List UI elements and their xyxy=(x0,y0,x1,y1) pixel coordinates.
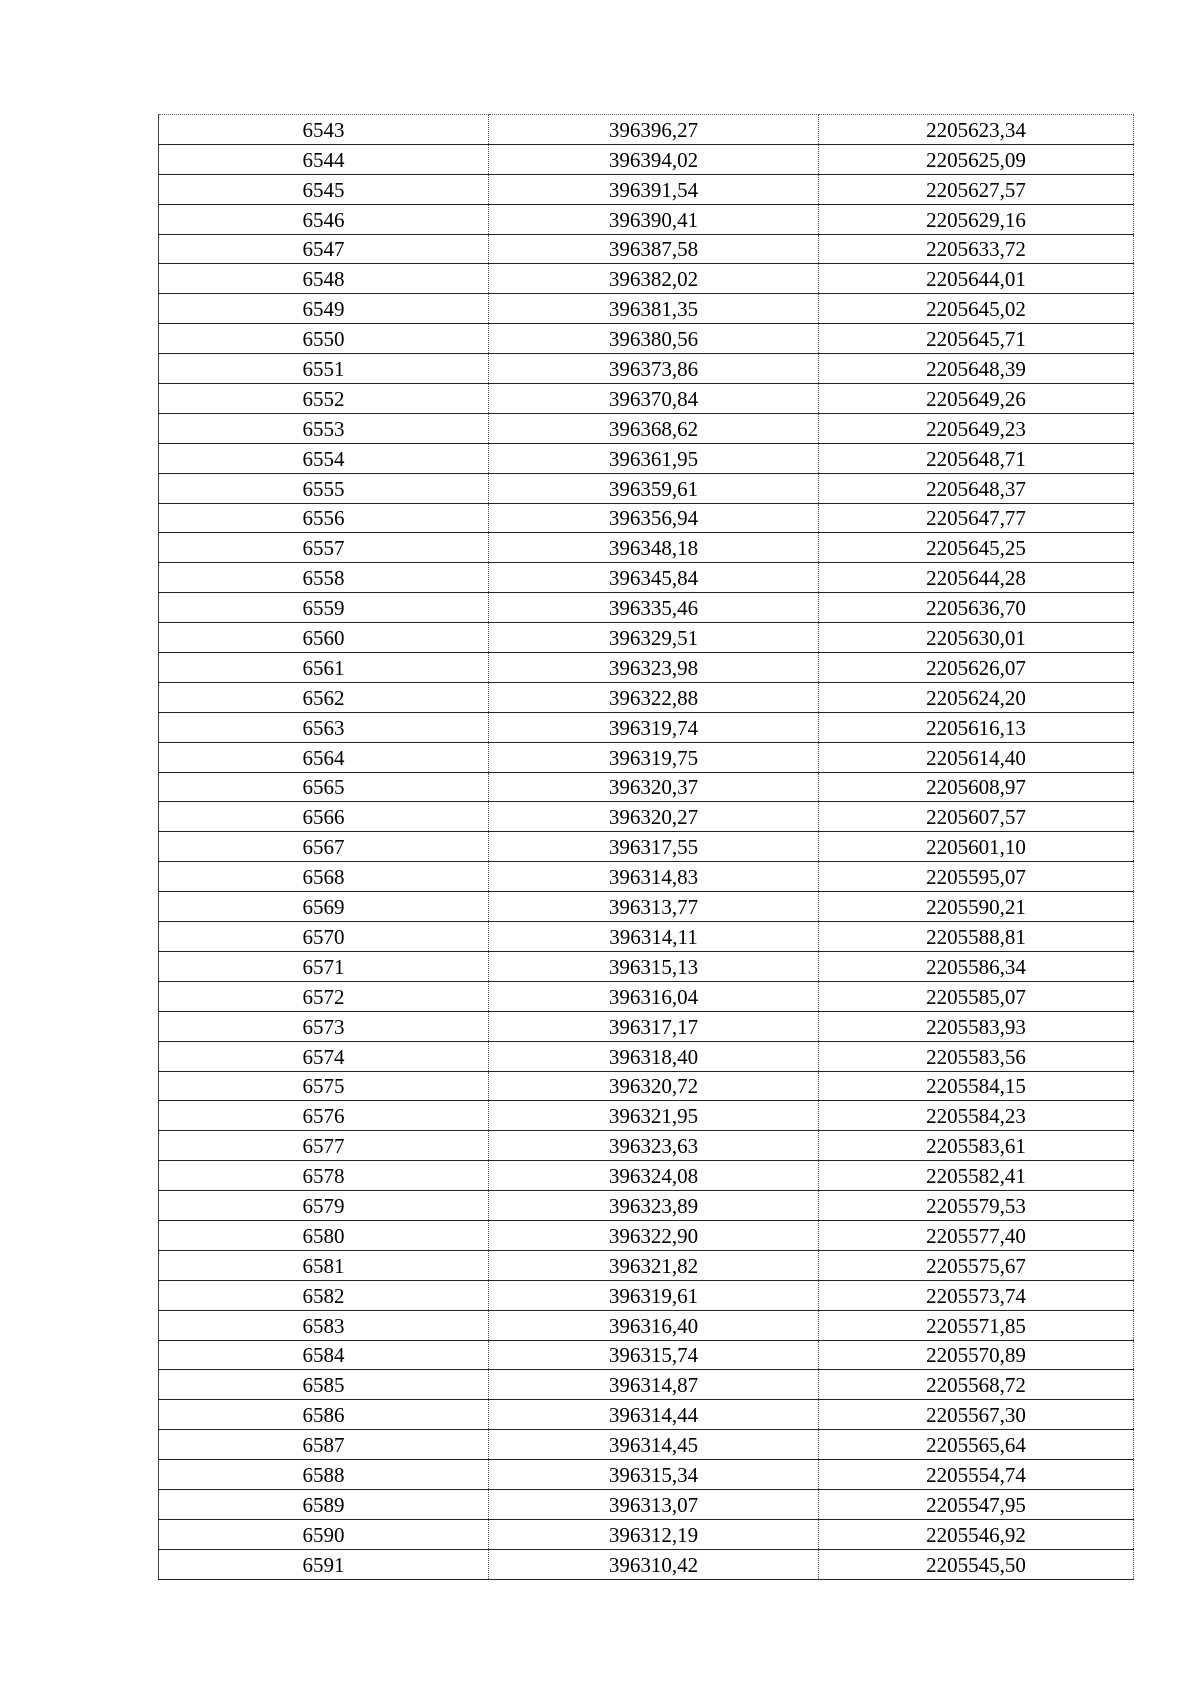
point-number-cell: 6587 xyxy=(159,1430,489,1460)
table-row xyxy=(159,174,1134,204)
x-coordinate-cell: 396312,19 xyxy=(489,1519,819,1549)
point-number-cell: 6544 xyxy=(159,144,489,174)
point-number-cell: 6588 xyxy=(159,1460,489,1490)
table-row xyxy=(159,234,1134,264)
x-coordinate-cell: 396391,54 xyxy=(489,174,819,204)
x-coordinate-cell: 396335,46 xyxy=(489,593,819,623)
table-row xyxy=(159,832,1134,862)
y-coordinate-cell: 2205645,02 xyxy=(819,294,1134,324)
table-row xyxy=(159,862,1134,892)
point-number-cell: 6559 xyxy=(159,593,489,623)
point-number-cell: 6569 xyxy=(159,892,489,922)
point-number-cell: 6591 xyxy=(159,1549,489,1579)
table-row xyxy=(159,1071,1134,1101)
table-row xyxy=(159,115,1134,145)
x-coordinate-cell: 396324,08 xyxy=(489,1161,819,1191)
x-coordinate-cell: 396318,40 xyxy=(489,1041,819,1071)
y-coordinate-cell: 2205568,72 xyxy=(819,1370,1134,1400)
table-row xyxy=(159,1041,1134,1071)
table-row xyxy=(159,413,1134,443)
point-number-cell: 6580 xyxy=(159,1220,489,1250)
y-coordinate-cell: 2205577,40 xyxy=(819,1220,1134,1250)
y-coordinate-cell: 2205607,57 xyxy=(819,802,1134,832)
y-coordinate-cell: 2205645,71 xyxy=(819,324,1134,354)
x-coordinate-cell: 396320,72 xyxy=(489,1071,819,1101)
x-coordinate-cell: 396314,44 xyxy=(489,1400,819,1430)
y-coordinate-cell: 2205545,50 xyxy=(819,1549,1134,1579)
point-number-cell: 6555 xyxy=(159,473,489,503)
point-number-cell: 6573 xyxy=(159,1011,489,1041)
x-coordinate-cell: 396316,40 xyxy=(489,1310,819,1340)
y-coordinate-cell: 2205554,74 xyxy=(819,1460,1134,1490)
x-coordinate-cell: 396323,98 xyxy=(489,653,819,683)
x-coordinate-cell: 396314,87 xyxy=(489,1370,819,1400)
table-row xyxy=(159,473,1134,503)
table-row xyxy=(159,951,1134,981)
x-coordinate-cell: 396310,42 xyxy=(489,1549,819,1579)
x-coordinate-cell: 396320,27 xyxy=(489,802,819,832)
point-number-cell: 6586 xyxy=(159,1400,489,1430)
x-coordinate-cell: 396394,02 xyxy=(489,144,819,174)
y-coordinate-cell: 2205648,71 xyxy=(819,443,1134,473)
point-number-cell: 6590 xyxy=(159,1519,489,1549)
table-row xyxy=(159,772,1134,802)
x-coordinate-cell: 396390,41 xyxy=(489,204,819,234)
x-coordinate-cell: 396319,75 xyxy=(489,742,819,772)
point-number-cell: 6554 xyxy=(159,443,489,473)
point-number-cell: 6560 xyxy=(159,623,489,653)
y-coordinate-cell: 2205625,09 xyxy=(819,144,1134,174)
x-coordinate-cell: 396380,56 xyxy=(489,324,819,354)
x-coordinate-cell: 396314,45 xyxy=(489,1430,819,1460)
x-coordinate-cell: 396317,55 xyxy=(489,832,819,862)
table-row xyxy=(159,144,1134,174)
y-coordinate-cell: 2205583,93 xyxy=(819,1011,1134,1041)
point-number-cell: 6582 xyxy=(159,1280,489,1310)
table-row xyxy=(159,892,1134,922)
point-number-cell: 6546 xyxy=(159,204,489,234)
y-coordinate-cell: 2205573,74 xyxy=(819,1280,1134,1310)
point-number-cell: 6575 xyxy=(159,1071,489,1101)
table-row xyxy=(159,1519,1134,1549)
point-number-cell: 6585 xyxy=(159,1370,489,1400)
x-coordinate-cell: 396314,83 xyxy=(489,862,819,892)
x-coordinate-cell: 396382,02 xyxy=(489,264,819,294)
y-coordinate-cell: 2205584,15 xyxy=(819,1071,1134,1101)
table-row xyxy=(159,623,1134,653)
y-coordinate-cell: 2205629,16 xyxy=(819,204,1134,234)
x-coordinate-cell: 396361,95 xyxy=(489,443,819,473)
point-number-cell: 6584 xyxy=(159,1340,489,1370)
point-number-cell: 6570 xyxy=(159,922,489,952)
point-number-cell: 6547 xyxy=(159,234,489,264)
point-number-cell: 6563 xyxy=(159,712,489,742)
y-coordinate-cell: 2205623,34 xyxy=(819,115,1134,145)
point-number-cell: 6549 xyxy=(159,294,489,324)
x-coordinate-cell: 396316,04 xyxy=(489,981,819,1011)
y-coordinate-cell: 2205571,85 xyxy=(819,1310,1134,1340)
y-coordinate-cell: 2205582,41 xyxy=(819,1161,1134,1191)
point-number-cell: 6545 xyxy=(159,174,489,204)
x-coordinate-cell: 396315,13 xyxy=(489,951,819,981)
x-coordinate-cell: 396315,74 xyxy=(489,1340,819,1370)
table-row xyxy=(159,1131,1134,1161)
y-coordinate-cell: 2205586,34 xyxy=(819,951,1134,981)
point-number-cell: 6561 xyxy=(159,653,489,683)
point-number-cell: 6565 xyxy=(159,772,489,802)
table-row xyxy=(159,204,1134,234)
point-number-cell: 6577 xyxy=(159,1131,489,1161)
x-coordinate-cell: 396359,61 xyxy=(489,473,819,503)
table-row xyxy=(159,1430,1134,1460)
point-number-cell: 6579 xyxy=(159,1191,489,1221)
x-coordinate-cell: 396348,18 xyxy=(489,533,819,563)
y-coordinate-cell: 2205648,39 xyxy=(819,354,1134,384)
table-row xyxy=(159,981,1134,1011)
x-coordinate-cell: 396322,90 xyxy=(489,1220,819,1250)
y-coordinate-cell: 2205649,26 xyxy=(819,384,1134,414)
point-number-cell: 6583 xyxy=(159,1310,489,1340)
table-row xyxy=(159,443,1134,473)
coordinates-table-body xyxy=(159,115,1134,1580)
point-number-cell: 6553 xyxy=(159,413,489,443)
x-coordinate-cell: 396373,86 xyxy=(489,354,819,384)
y-coordinate-cell: 2205575,67 xyxy=(819,1250,1134,1280)
x-coordinate-cell: 396322,88 xyxy=(489,682,819,712)
x-coordinate-cell: 396317,17 xyxy=(489,1011,819,1041)
x-coordinate-cell: 396321,95 xyxy=(489,1101,819,1131)
point-number-cell: 6578 xyxy=(159,1161,489,1191)
x-coordinate-cell: 396368,62 xyxy=(489,413,819,443)
y-coordinate-cell: 2205644,01 xyxy=(819,264,1134,294)
table-row xyxy=(159,1161,1134,1191)
table-row xyxy=(159,294,1134,324)
x-coordinate-cell: 396323,89 xyxy=(489,1191,819,1221)
table-row xyxy=(159,682,1134,712)
y-coordinate-cell: 2205601,10 xyxy=(819,832,1134,862)
x-coordinate-cell: 396315,34 xyxy=(489,1460,819,1490)
point-number-cell: 6551 xyxy=(159,354,489,384)
y-coordinate-cell: 2205636,70 xyxy=(819,593,1134,623)
x-coordinate-cell: 396345,84 xyxy=(489,563,819,593)
point-number-cell: 6562 xyxy=(159,682,489,712)
y-coordinate-cell: 2205588,81 xyxy=(819,922,1134,952)
y-coordinate-cell: 2205616,13 xyxy=(819,712,1134,742)
y-coordinate-cell: 2205614,40 xyxy=(819,742,1134,772)
y-coordinate-cell: 2205583,61 xyxy=(819,1131,1134,1161)
point-number-cell: 6574 xyxy=(159,1041,489,1071)
y-coordinate-cell: 2205567,30 xyxy=(819,1400,1134,1430)
point-number-cell: 6589 xyxy=(159,1489,489,1519)
y-coordinate-cell: 2205626,07 xyxy=(819,653,1134,683)
point-number-cell: 6572 xyxy=(159,981,489,1011)
y-coordinate-cell: 2205546,92 xyxy=(819,1519,1134,1549)
table-row xyxy=(159,1370,1134,1400)
point-number-cell: 6557 xyxy=(159,533,489,563)
table-row xyxy=(159,1400,1134,1430)
point-number-cell: 6552 xyxy=(159,384,489,414)
point-number-cell: 6571 xyxy=(159,951,489,981)
table-row xyxy=(159,1280,1134,1310)
table-row xyxy=(159,384,1134,414)
point-number-cell: 6558 xyxy=(159,563,489,593)
coordinates-table xyxy=(158,114,1134,1580)
point-number-cell: 6581 xyxy=(159,1250,489,1280)
table-row xyxy=(159,653,1134,683)
table-row xyxy=(159,563,1134,593)
point-number-cell: 6564 xyxy=(159,742,489,772)
table-row xyxy=(159,533,1134,563)
table-row xyxy=(159,1101,1134,1131)
table-row xyxy=(159,1191,1134,1221)
y-coordinate-cell: 2205649,23 xyxy=(819,413,1134,443)
y-coordinate-cell: 2205583,56 xyxy=(819,1041,1134,1071)
table-row xyxy=(159,503,1134,533)
table-row xyxy=(159,593,1134,623)
y-coordinate-cell: 2205570,89 xyxy=(819,1340,1134,1370)
table-row xyxy=(159,1310,1134,1340)
y-coordinate-cell: 2205565,64 xyxy=(819,1430,1134,1460)
y-coordinate-cell: 2205624,20 xyxy=(819,682,1134,712)
y-coordinate-cell: 2205584,23 xyxy=(819,1101,1134,1131)
table-row xyxy=(159,324,1134,354)
table-row xyxy=(159,1549,1134,1579)
y-coordinate-cell: 2205585,07 xyxy=(819,981,1134,1011)
y-coordinate-cell: 2205648,37 xyxy=(819,473,1134,503)
table-row xyxy=(159,1340,1134,1370)
y-coordinate-cell: 2205645,25 xyxy=(819,533,1134,563)
y-coordinate-cell: 2205633,72 xyxy=(819,234,1134,264)
x-coordinate-cell: 396313,07 xyxy=(489,1489,819,1519)
x-coordinate-cell: 396370,84 xyxy=(489,384,819,414)
x-coordinate-cell: 396319,74 xyxy=(489,712,819,742)
point-number-cell: 6556 xyxy=(159,503,489,533)
y-coordinate-cell: 2205547,95 xyxy=(819,1489,1134,1519)
table-row xyxy=(159,1460,1134,1490)
x-coordinate-cell: 396320,37 xyxy=(489,772,819,802)
x-coordinate-cell: 396381,35 xyxy=(489,294,819,324)
table-row xyxy=(159,264,1134,294)
y-coordinate-cell: 2205608,97 xyxy=(819,772,1134,802)
table-row xyxy=(159,802,1134,832)
y-coordinate-cell: 2205647,77 xyxy=(819,503,1134,533)
x-coordinate-cell: 396319,61 xyxy=(489,1280,819,1310)
y-coordinate-cell: 2205579,53 xyxy=(819,1191,1134,1221)
point-number-cell: 6548 xyxy=(159,264,489,294)
table-row xyxy=(159,712,1134,742)
table-row xyxy=(159,1489,1134,1519)
y-coordinate-cell: 2205630,01 xyxy=(819,623,1134,653)
point-number-cell: 6566 xyxy=(159,802,489,832)
x-coordinate-cell: 396313,77 xyxy=(489,892,819,922)
x-coordinate-cell: 396314,11 xyxy=(489,922,819,952)
table-row xyxy=(159,922,1134,952)
point-number-cell: 6568 xyxy=(159,862,489,892)
y-coordinate-cell: 2205595,07 xyxy=(819,862,1134,892)
x-coordinate-cell: 396387,58 xyxy=(489,234,819,264)
table-row xyxy=(159,1220,1134,1250)
table-row xyxy=(159,742,1134,772)
y-coordinate-cell: 2205627,57 xyxy=(819,174,1134,204)
point-number-cell: 6576 xyxy=(159,1101,489,1131)
y-coordinate-cell: 2205590,21 xyxy=(819,892,1134,922)
x-coordinate-cell: 396323,63 xyxy=(489,1131,819,1161)
point-number-cell: 6543 xyxy=(159,115,489,145)
table-row xyxy=(159,354,1134,384)
x-coordinate-cell: 396396,27 xyxy=(489,115,819,145)
point-number-cell: 6567 xyxy=(159,832,489,862)
x-coordinate-cell: 396321,82 xyxy=(489,1250,819,1280)
point-number-cell: 6550 xyxy=(159,324,489,354)
y-coordinate-cell: 2205644,28 xyxy=(819,563,1134,593)
table-row xyxy=(159,1250,1134,1280)
x-coordinate-cell: 396329,51 xyxy=(489,623,819,653)
x-coordinate-cell: 396356,94 xyxy=(489,503,819,533)
table-row xyxy=(159,1011,1134,1041)
